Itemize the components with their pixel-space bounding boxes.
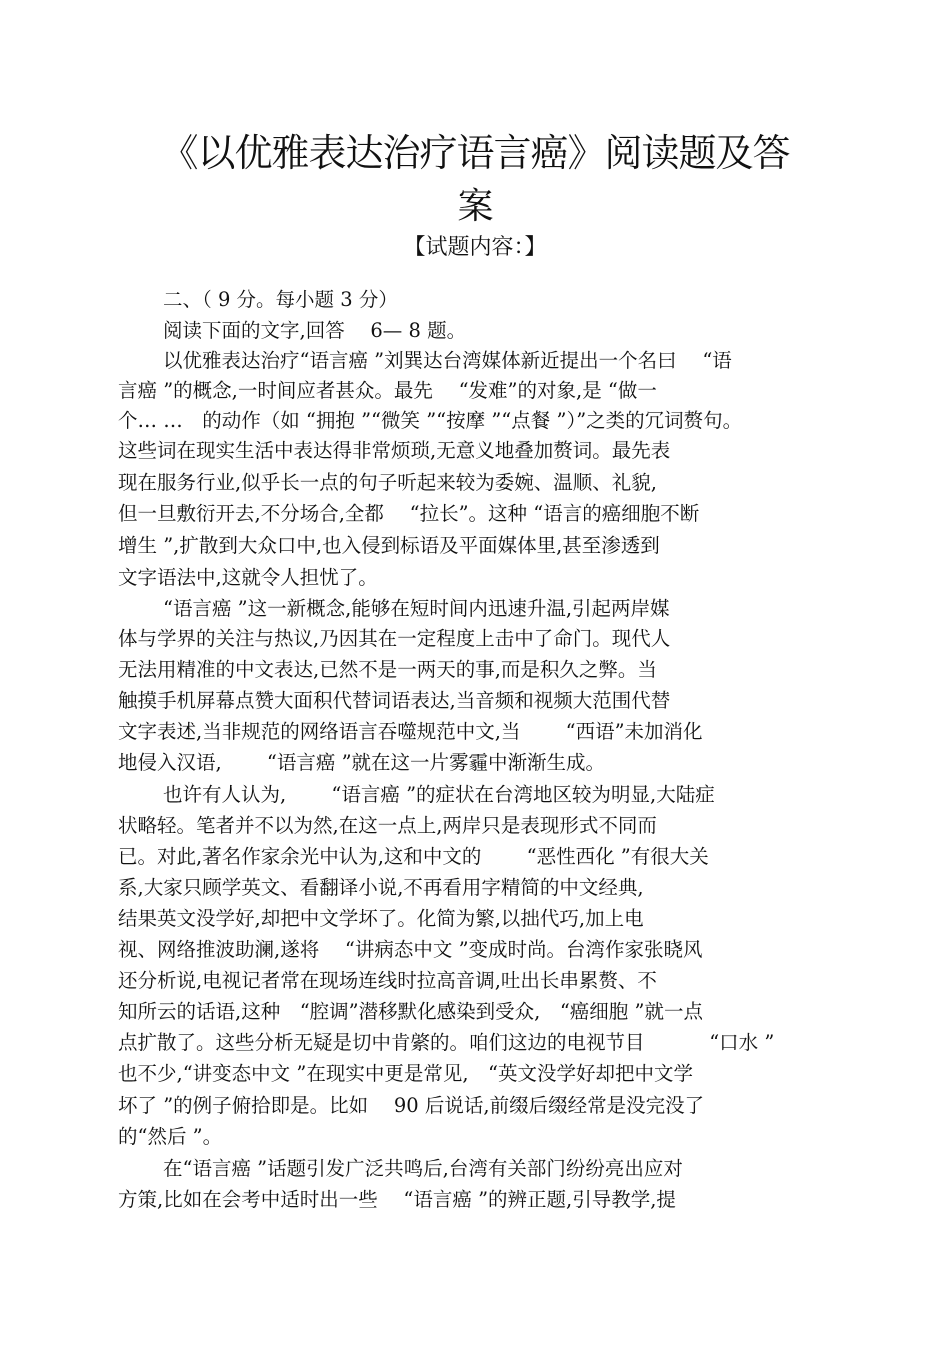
paragraph-line: 知所云的话语,这种 “腔调”潜移默化感染到受众, “癌细胞 ”就一点 [118,1000,703,1023]
paragraph-line: 言癌 ”的概念,一时间应者甚众。最先 “发难”的对象,是 “做一 [118,379,657,402]
paragraph-line: 现在服务行业,似乎长一点的句子听起来较为委婉、温顺、礼貌, [118,471,657,494]
paragraph-line: 视、网络推波助澜,遂将 “讲病态中文 ”变成时尚。台湾作家张晓风 [118,938,703,961]
paragraph-line: 以优雅表达治疗“语言癌 ”刘巽达台湾媒体新近提出一个名曰 “语 [163,349,732,372]
paragraph-line: 但一旦敷衍开去,不分场合,全都 “拉长”。这种 “语言的癌细胞不断 [118,502,700,525]
paragraph-line: 地侵入汉语, “语言癌 ”就在这一片雾霾中渐渐生成。 [118,751,606,774]
instruction-line: 阅读下面的文字,回答 6— 8 题。 [163,319,467,342]
section-heading: 【试题内容：】 [403,235,547,260]
paragraph-line: 在“语言癌 ”话题引发广泛共鸣后,台湾有关部门纷纷亮出应对 [163,1157,683,1180]
paragraph-line: 个… … 的动作（如 “拥抱 ”“微笑 ”“按摩 ”“点餐 ”）”之类的冗词赘句。 [118,409,743,432]
document-title-continued: 案 [457,186,493,227]
paragraph-line: 结果英文没学好,却把中文学坏了。化简为繁,以拙代巧,加上电 [118,907,644,930]
paragraph-line: 文字表述,当非规范的网络语言吞噬规范中文,当 “西语”未加消化 [118,720,703,743]
paragraph-line: 坏了 ”的例子俯拾即是。比如 90 后说话,前缀后缀经常是没完没了 [118,1094,705,1117]
paragraph-line: 这些词在现实生活中表达得非常烦琐,无意义地叠加赘词。最先表 [118,439,671,462]
paragraph-line: 体与学界的关注与热议,乃因其在一定程度上击中了命门。现代人 [118,627,671,650]
paragraph-line: 状略轻。笔者并不以为然,在这一点上,两岸只是表现形式不同而 [118,814,657,837]
paragraph-line: 无法用精准的中文表达,已然不是一两天的事,而是积久之弊。当 [118,658,657,681]
paragraph-line: 还分析说,电视记者常在现场连线时拉高音调,吐出长串累赘、不 [118,969,657,992]
paragraph-line: 系,大家只顾学英文、看翻译小说,不再看用字精简的中文经典, [118,876,644,899]
paragraph-line: 也许有人认为, “语言癌 ”的症状在台湾地区较为明显,大陆症 [163,783,715,806]
paragraph-line: 点扩散了。这些分析无疑是切中肯綮的。咱们这边的电视节目 “口水 ” [118,1031,775,1054]
paragraph-line: “语言癌 ”这一新概念,能够在短时间内迅速升温,引起两岸媒 [163,597,670,620]
paragraph-line: 已。对此,著名作家余光中认为,这和中文的 “恶性西化 ”有很大关 [118,845,709,868]
paragraph-line: 的“然后 ”。 [118,1125,223,1148]
document-title: 《以优雅表达治疗语言癌》阅读题及答 [160,131,790,175]
paragraph-line: 也不少,“讲变态中文 ”在现实中更是常见, “英文没学好却把中文学 [118,1062,694,1085]
paragraph-line: 触摸手机屏幕点赞大面积代替词语表达,当音频和视频大范围代替 [118,689,671,712]
paragraph-line: 方策,比如在会考中适时出一些 “语言癌 ”的辨正题,引导教学,提 [118,1188,676,1211]
paragraph-line: 增生 ”,扩散到大众口中,也入侵到标语及平面媒体里,甚至渗透到 [118,534,660,557]
question-header: 二、（ 9 分。每小题 3 分） [163,288,398,311]
paragraph-line: 文字语法中,这就令人担忧了。 [118,566,378,589]
